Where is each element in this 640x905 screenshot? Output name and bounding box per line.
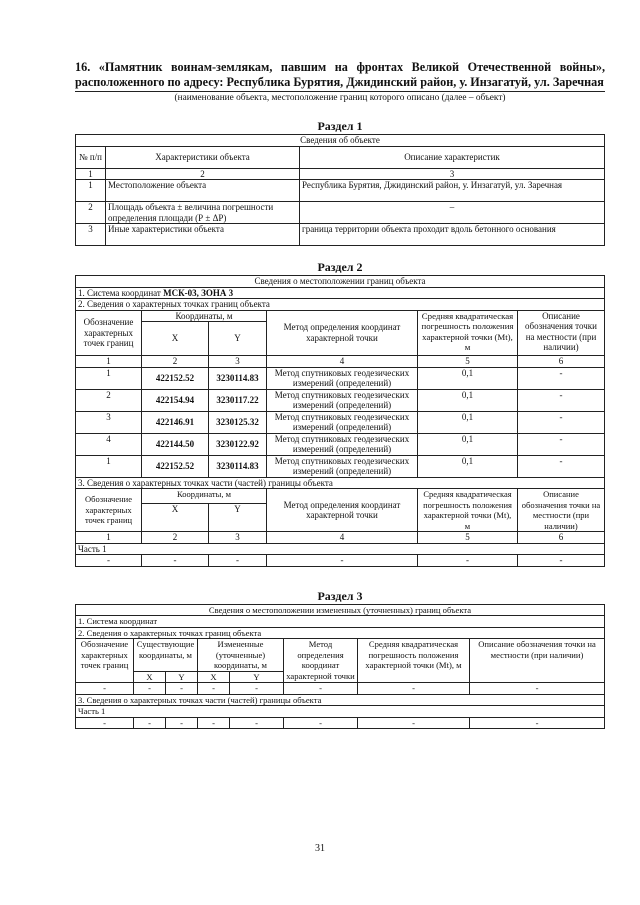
point-id: 2 [76, 389, 142, 411]
empty-cell: - [209, 555, 267, 567]
empty-cell: - [284, 717, 358, 729]
s2-part-h-coords: Координаты, м [142, 489, 267, 504]
s3-header: Сведения о местоположении измененных (уточненных) границ объекта [76, 604, 605, 616]
table-row [76, 455, 605, 477]
method: Метод спутниковых геодезических измерений (определений) [267, 367, 418, 389]
s2-part-h-point: Обозначение характерных точек границ [76, 489, 142, 532]
s3-h-exist: Существующие координаты, м [134, 639, 198, 672]
section-1-table [75, 134, 605, 246]
method: Метод спутниковых геодезических измерений (определений) [267, 455, 418, 477]
coord-x: 422152.52 [142, 455, 209, 477]
s3-coord-system: 1. Система координат [76, 616, 605, 628]
table-row [76, 555, 605, 567]
s3-part-heading: 3. Сведения о характерных точках части (частей) границы объекта [76, 694, 605, 706]
s3-h-desc: Описание обозначения точки на местности (при наличии) [470, 639, 605, 683]
empty-cell: - [518, 555, 605, 567]
empty-cell: - [166, 717, 198, 729]
empty-cell: - [230, 717, 284, 729]
coord-y: 3230125.32 [209, 411, 267, 433]
s1-row-num: 1 [76, 180, 106, 202]
empty-cell: - [142, 555, 209, 567]
s2-h-method: Метод определения координат характерной точки [267, 310, 418, 356]
method: Метод спутниковых геодезических измерений (определений) [267, 389, 418, 411]
point-desc: - [518, 411, 605, 433]
document-page [75, 60, 605, 729]
coord-y: 3230117.22 [209, 389, 267, 411]
s1-col-desc: Описание характеристик [300, 146, 605, 168]
s2-h-desc: Описание обозначения точки на местности (при наличии) [518, 310, 605, 356]
s2-part-h-err: Средняя квадратическая погрешность положения характерной точки (Mt), м [418, 489, 518, 532]
error-mt: 0,1 [418, 389, 518, 411]
point-id: 1 [76, 455, 142, 477]
s2-part-idx-cell: 1 [76, 532, 142, 544]
s1-col-num: № п/п [76, 146, 106, 168]
coord-x: 422146.91 [142, 411, 209, 433]
section-3-table [75, 604, 605, 730]
error-mt: 0,1 [418, 433, 518, 455]
error-mt: 0,1 [418, 411, 518, 433]
coord-x: 422144.50 [142, 433, 209, 455]
s2-idx-cell: 1 [76, 356, 142, 368]
empty-cell: - [418, 555, 518, 567]
section-1-title: Раздел 1 [317, 119, 363, 133]
empty-cell: - [76, 717, 134, 729]
s3-h-changed-y: Y [230, 671, 284, 683]
s3-h-exist-y: Y [166, 671, 198, 683]
coord-y: 3230122.92 [209, 433, 267, 455]
s2-coord-system-label: 1. Система координат [78, 287, 164, 298]
s2-coord-system-value: МСК-03, ЗОНА 3 [163, 287, 234, 298]
empty-cell: - [134, 717, 166, 729]
point-desc: - [518, 367, 605, 389]
table-row [76, 411, 605, 433]
table-row [76, 367, 605, 389]
s2-idx-cell: 3 [209, 356, 267, 368]
empty-cell: - [76, 683, 134, 695]
s3-h-err: Средняя квадратическая погрешность положения характерной точки (Mt), м [358, 639, 470, 683]
s3-h-changed: Измененные (уточненные) координаты, м [198, 639, 284, 672]
s2-part-idx-cell: 2 [142, 532, 209, 544]
s3-h-exist-x: X [134, 671, 166, 683]
s1-row-desc: Республика Бурятия, Джидинский район, у. Инзагатуй, ул. Заречная [300, 180, 605, 202]
empty-cell: - [166, 683, 198, 695]
coord-y: 3230114.83 [209, 455, 267, 477]
empty-cell: - [358, 683, 470, 695]
point-desc: - [518, 455, 605, 477]
empty-cell: - [134, 683, 166, 695]
s2-part-heading: 3. Сведения о характерных точках части (частей) границы объекта [76, 477, 605, 489]
empty-cell: - [198, 717, 230, 729]
s2-part-idx-cell: 5 [418, 532, 518, 544]
s1-row-desc: граница территории объекта проходит вдоль бетонного основания [300, 224, 605, 246]
coord-x: 422152.52 [142, 367, 209, 389]
point-id: 4 [76, 433, 142, 455]
coord-y: 3230114.83 [209, 367, 267, 389]
table-row [76, 683, 605, 695]
s1-header: Сведения об объекте [76, 135, 605, 147]
table-row [76, 224, 605, 246]
table-row [76, 202, 605, 224]
s2-h-y: Y [209, 322, 267, 356]
s2-header: Сведения о местоположении границ объекта [76, 276, 605, 288]
table-row [76, 433, 605, 455]
title-underline [75, 90, 605, 92]
table-row [76, 389, 605, 411]
empty-cell: - [198, 683, 230, 695]
s2-part-h-method: Метод определения координат характерной точки [267, 489, 418, 532]
method: Метод спутниковых геодезических измерений (определений) [267, 411, 418, 433]
error-mt: 0,1 [418, 455, 518, 477]
empty-cell: - [470, 683, 605, 695]
empty-cell: - [358, 717, 470, 729]
s1-row-char: Площадь объекта ± величина погрешности определения площади (Р ± ΔР) [106, 202, 300, 224]
coord-x: 422154.94 [142, 389, 209, 411]
s2-h-coords: Координаты, м [142, 310, 267, 322]
s1-idx-cell: 3 [300, 168, 605, 180]
s2-part-idx-cell: 6 [518, 532, 605, 544]
s3-part-label: Часть 1 [76, 706, 605, 718]
table-row [76, 717, 605, 729]
s2-part-h-desc: Описание обозначения точки на местности (при наличии) [518, 489, 605, 532]
s1-col-char: Характеристики объекта [106, 146, 300, 168]
s2-h-err: Средняя квадратическая погрешность положения характерной точки (Mt), м [418, 310, 518, 356]
s2-idx-cell: 6 [518, 356, 605, 368]
s2-part-idx-cell: 4 [267, 532, 418, 544]
empty-cell: - [470, 717, 605, 729]
s3-points-heading: 2. Сведения о характерных точках границ объекта [76, 627, 605, 639]
s2-part-h-x: X [142, 504, 209, 532]
s2-coord-system [76, 287, 605, 299]
s1-row-char: Иные характеристики объекта [106, 224, 300, 246]
point-id: 1 [76, 367, 142, 389]
s1-row-num: 2 [76, 202, 106, 224]
object-title: 16. «Памятник воинам-землякам, павшим на фронтах Великой Отечественной войны», расположенного по адресу: Республика Бурятия, Джидинский район, у. Инзагатуй, ул. Заречная [75, 60, 605, 89]
empty-cell: - [284, 683, 358, 695]
s1-idx-cell: 2 [106, 168, 300, 180]
s1-idx-cell: 1 [76, 168, 106, 180]
s2-h-x: X [142, 322, 209, 356]
empty-cell: - [76, 555, 142, 567]
s2-idx-cell: 2 [142, 356, 209, 368]
s2-idx-cell: 4 [267, 356, 418, 368]
error-mt: 0,1 [418, 367, 518, 389]
point-id: 3 [76, 411, 142, 433]
s3-h-point: Обозначение характерных точек границ [76, 639, 134, 683]
s1-row-desc: – [300, 202, 605, 224]
s3-h-method: Метод определения координат характерной точки [284, 639, 358, 683]
point-desc: - [518, 389, 605, 411]
s2-part-label: Часть 1 [76, 543, 605, 555]
point-desc: - [518, 433, 605, 455]
table-row [76, 180, 605, 202]
empty-cell: - [267, 555, 418, 567]
s2-part-h-y: Y [209, 504, 267, 532]
s3-h-changed-x: X [198, 671, 230, 683]
empty-cell: - [230, 683, 284, 695]
s2-part-idx-cell: 3 [209, 532, 267, 544]
section-2-table [75, 275, 605, 567]
s2-points-heading: 2. Сведения о характерных точках границ объекта [76, 299, 605, 311]
s1-row-num: 3 [76, 224, 106, 246]
object-caption: (наименование объекта, местоположение границ которого описано (далее – объект) [174, 93, 506, 103]
section-2-title: Раздел 2 [317, 260, 363, 274]
s1-row-char: Местоположение объекта [106, 180, 300, 202]
method: Метод спутниковых геодезических измерений (определений) [267, 433, 418, 455]
section-3-title: Раздел 3 [317, 588, 363, 603]
s2-idx-cell: 5 [418, 356, 518, 368]
s2-h-point: Обозначение характерных точек границ [76, 310, 142, 356]
page-number: 31 [315, 843, 325, 854]
